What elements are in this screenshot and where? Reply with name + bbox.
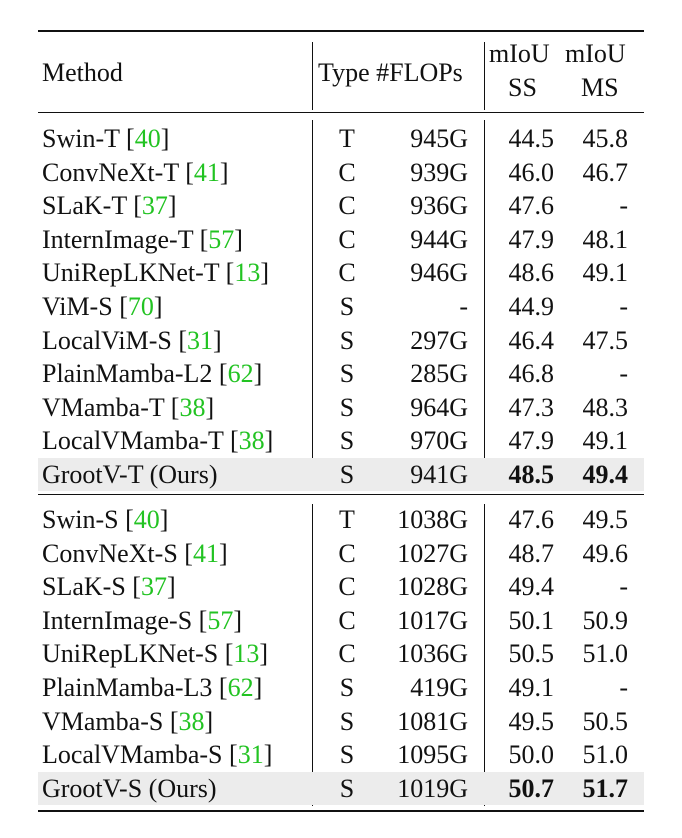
method-name: PlainMamba-L2: [42, 359, 213, 389]
citation-link[interactable]: 40: [133, 505, 160, 534]
header-miou-ss-line1: mIoU: [489, 39, 550, 68]
cell-miou-ss: 46.0: [508, 157, 554, 187]
citation-link[interactable]: 62: [227, 673, 254, 702]
cell-miou-ms: 51.7: [582, 773, 628, 803]
cell-type: S: [339, 325, 355, 355]
method-name: Swin-T: [42, 124, 120, 153]
table-row: [38, 637, 644, 670]
cell-type: C: [338, 191, 356, 221]
cell-type: C: [338, 605, 356, 635]
cell-miou-ss: 50.0: [508, 740, 554, 770]
cell-flops: -: [459, 292, 468, 321]
cell-method: InternImage-S [57]: [42, 605, 243, 635]
cell-miou-ms: 45.8: [582, 124, 628, 153]
citation-link[interactable]: 31: [237, 740, 264, 770]
cell-miou-ms: -: [619, 572, 628, 602]
cell-flops: 970G: [410, 426, 468, 456]
cell-method: SLaK-S [37]: [42, 572, 176, 602]
cell-miou-ms: 50.9: [582, 605, 628, 635]
citation-link[interactable]: 31: [187, 325, 214, 355]
cell-miou-ss: 47.6: [508, 191, 554, 221]
citation-link[interactable]: 70: [127, 292, 154, 321]
cell-miou-ss: 44.9: [508, 292, 554, 321]
cell-miou-ms: 48.3: [582, 392, 628, 422]
cell-type: S: [339, 292, 355, 321]
table-row: [38, 424, 644, 457]
cell-flops: 944G: [410, 224, 468, 254]
cell-miou-ss: 49.1: [508, 673, 554, 702]
cell-miou-ms: 49.1: [582, 258, 628, 288]
method-name: GrootV-T (Ours): [42, 460, 218, 489]
method-name: ConvNeXt-T: [42, 157, 179, 187]
cell-flops: 946G: [410, 258, 468, 288]
cell-miou-ms: 46.7: [582, 157, 628, 187]
cell-method: [42, 772, 217, 805]
cell-miou-ms: 49.1: [582, 426, 628, 456]
cell-miou-ms: 50.5: [582, 706, 628, 736]
cell-type: S: [339, 773, 355, 803]
cell-miou-ss: 47.6: [508, 505, 554, 534]
cell-method: ViM-S [70]: [42, 292, 163, 321]
citation-link[interactable]: 62: [227, 359, 254, 389]
header-miou-ms-line2: MS: [581, 73, 619, 102]
table-row: [38, 537, 644, 570]
cell-miou-ms: 49.5: [582, 505, 628, 534]
cell-flops: 1095G: [397, 740, 468, 770]
table-row: [38, 223, 644, 256]
method-name: ViM-S: [42, 292, 113, 321]
cell-type: T: [339, 505, 355, 534]
method-name: GrootV-S (Ours): [42, 773, 217, 803]
table-row: [38, 357, 644, 390]
citation-link[interactable]: 37: [141, 191, 168, 221]
citation-link[interactable]: 40: [134, 124, 161, 153]
cell-type: C: [338, 258, 356, 288]
header-vline-right: [484, 42, 485, 110]
cell-miou-ss: 49.4: [508, 572, 554, 602]
method-name: InternImage-T: [42, 224, 194, 254]
cell-type: C: [338, 572, 356, 602]
top-rule: [38, 30, 644, 32]
cell-method: VMamba-T [38]: [42, 392, 215, 422]
method-name: SLaK-S: [42, 572, 126, 602]
cell-miou-ss: 50.5: [508, 639, 554, 669]
citation-link[interactable]: 13: [234, 258, 261, 288]
cell-type: C: [338, 538, 356, 568]
table-row: [38, 256, 644, 289]
cell-flops: 1081G: [397, 706, 468, 736]
header-type-flops: Type #FLOPs: [318, 58, 463, 87]
cell-flops: 936G: [410, 191, 468, 221]
bottom-rule: [38, 810, 644, 812]
citation-link[interactable]: 38: [238, 426, 265, 456]
citation-link[interactable]: 41: [193, 157, 220, 187]
cell-miou-ms: 47.5: [582, 325, 628, 355]
table-row-ours: [38, 458, 644, 491]
cell-method: [42, 458, 218, 491]
cell-miou-ms: -: [619, 359, 628, 389]
cell-flops: 941G: [410, 460, 468, 489]
cell-method: SLaK-T [37]: [42, 191, 177, 221]
cell-miou-ss: 47.3: [508, 392, 554, 422]
method-name: UniRepLKNet-T: [42, 258, 220, 288]
cell-method: UniRepLKNet-S [13]: [42, 639, 269, 669]
cell-method: LocalVMamba-S [31]: [42, 740, 273, 770]
cell-flops: 1038G: [397, 505, 468, 534]
cell-type: S: [339, 673, 355, 702]
cell-miou-ss: 48.5: [508, 460, 554, 489]
header-miou-ms-line1: mIoU: [565, 39, 626, 68]
cell-flops: 1027G: [397, 538, 468, 568]
citation-link[interactable]: 37: [140, 572, 167, 602]
table-row: [38, 570, 644, 603]
cell-miou-ms: -: [619, 292, 628, 321]
cell-flops: 1036G: [397, 639, 468, 669]
cell-type: S: [339, 706, 355, 736]
citation-link[interactable]: 41: [192, 538, 219, 568]
cell-flops: 939G: [410, 157, 468, 187]
cell-type: C: [338, 224, 356, 254]
cell-method: LocalViM-S [31]: [42, 325, 222, 355]
cell-method: UniRepLKNet-T [13]: [42, 258, 269, 288]
method-name: LocalViM-S: [42, 325, 172, 355]
table-row: [38, 671, 644, 704]
method-name: VMamba-S: [42, 706, 164, 736]
cell-flops: 945G: [410, 124, 468, 153]
cell-miou-ss: 46.4: [508, 325, 554, 355]
table-row: [38, 391, 644, 424]
cell-type: C: [338, 639, 356, 669]
method-name: LocalVMamba-T: [42, 426, 224, 456]
cell-miou-ms: 48.1: [582, 224, 628, 254]
cell-flops: 419G: [410, 673, 468, 702]
table-row-ours: [38, 772, 644, 805]
method-name: VMamba-T: [42, 392, 165, 422]
cell-miou-ms: -: [619, 673, 628, 702]
cell-method: VMamba-S [38]: [42, 706, 214, 736]
method-name: UniRepLKNet-S: [42, 639, 219, 669]
cell-method: InternImage-T [57]: [42, 224, 243, 254]
table-row: [38, 705, 644, 738]
cell-miou-ss: 46.8: [508, 359, 554, 389]
cell-miou-ms: 49.6: [582, 538, 628, 568]
citation-link[interactable]: 38: [179, 392, 206, 422]
cell-type: S: [339, 392, 355, 422]
cell-type: S: [339, 426, 355, 456]
method-name: ConvNeXt-S: [42, 538, 178, 568]
cell-method: PlainMamba-L2 [62]: [42, 359, 263, 389]
cell-flops: 297G: [410, 325, 468, 355]
cell-miou-ss: 50.7: [508, 773, 554, 803]
table-row: [38, 290, 644, 323]
cell-type: T: [339, 124, 355, 153]
citation-link[interactable]: 13: [233, 639, 260, 669]
cell-flops: 1017G: [397, 605, 468, 635]
cell-miou-ss: 44.5: [508, 124, 554, 153]
cell-flops: 1019G: [397, 773, 468, 803]
cell-miou-ss: 47.9: [508, 426, 554, 456]
header-miou-ss-line2: SS: [508, 73, 537, 102]
method-name: SLaK-T: [42, 191, 127, 221]
cell-miou-ss: 48.7: [508, 538, 554, 568]
header-vline-left: [312, 42, 313, 110]
group-rule: [38, 494, 644, 495]
table-row: [38, 324, 644, 357]
citation-link[interactable]: 57: [208, 224, 235, 254]
method-name: PlainMamba-L3: [42, 673, 213, 702]
citation-link[interactable]: 57: [207, 605, 234, 635]
method-name: Swin-S: [42, 505, 119, 534]
method-name: InternImage-S: [42, 605, 193, 635]
cell-method: LocalVMamba-T [38]: [42, 426, 274, 456]
cell-type: S: [339, 460, 355, 489]
cell-type: C: [338, 157, 356, 187]
table-row: [38, 156, 644, 189]
cell-flops: 964G: [410, 392, 468, 422]
cell-method: ConvNeXt-T [41]: [42, 157, 229, 187]
cell-miou-ms: 51.0: [582, 639, 628, 669]
cell-method: PlainMamba-L3 [62]: [42, 673, 263, 702]
table-row: [38, 503, 644, 536]
cell-flops: 1028G: [397, 572, 468, 602]
cell-miou-ms: 51.0: [582, 740, 628, 770]
cell-miou-ms: 49.4: [582, 460, 628, 489]
method-name: LocalVMamba-S: [42, 740, 223, 770]
cell-miou-ss: 47.9: [508, 224, 554, 254]
cell-miou-ss: 50.1: [508, 605, 554, 635]
table-row: [38, 189, 644, 222]
cell-method: Swin-S [40]: [42, 505, 169, 534]
cell-miou-ss: 49.5: [508, 706, 554, 736]
cell-method: ConvNeXt-S [41]: [42, 538, 228, 568]
table-row: [38, 738, 644, 771]
table-row: [38, 604, 644, 637]
cell-miou-ss: 48.6: [508, 258, 554, 288]
citation-link[interactable]: 38: [178, 706, 205, 736]
header-rule: [38, 112, 644, 113]
cell-type: S: [339, 740, 355, 770]
header-method: Method: [42, 58, 123, 87]
cell-miou-ms: -: [619, 191, 628, 221]
cell-flops: 285G: [410, 359, 468, 389]
cell-type: S: [339, 359, 355, 389]
cell-method: Swin-T [40]: [42, 124, 170, 153]
table-row: [38, 122, 644, 155]
